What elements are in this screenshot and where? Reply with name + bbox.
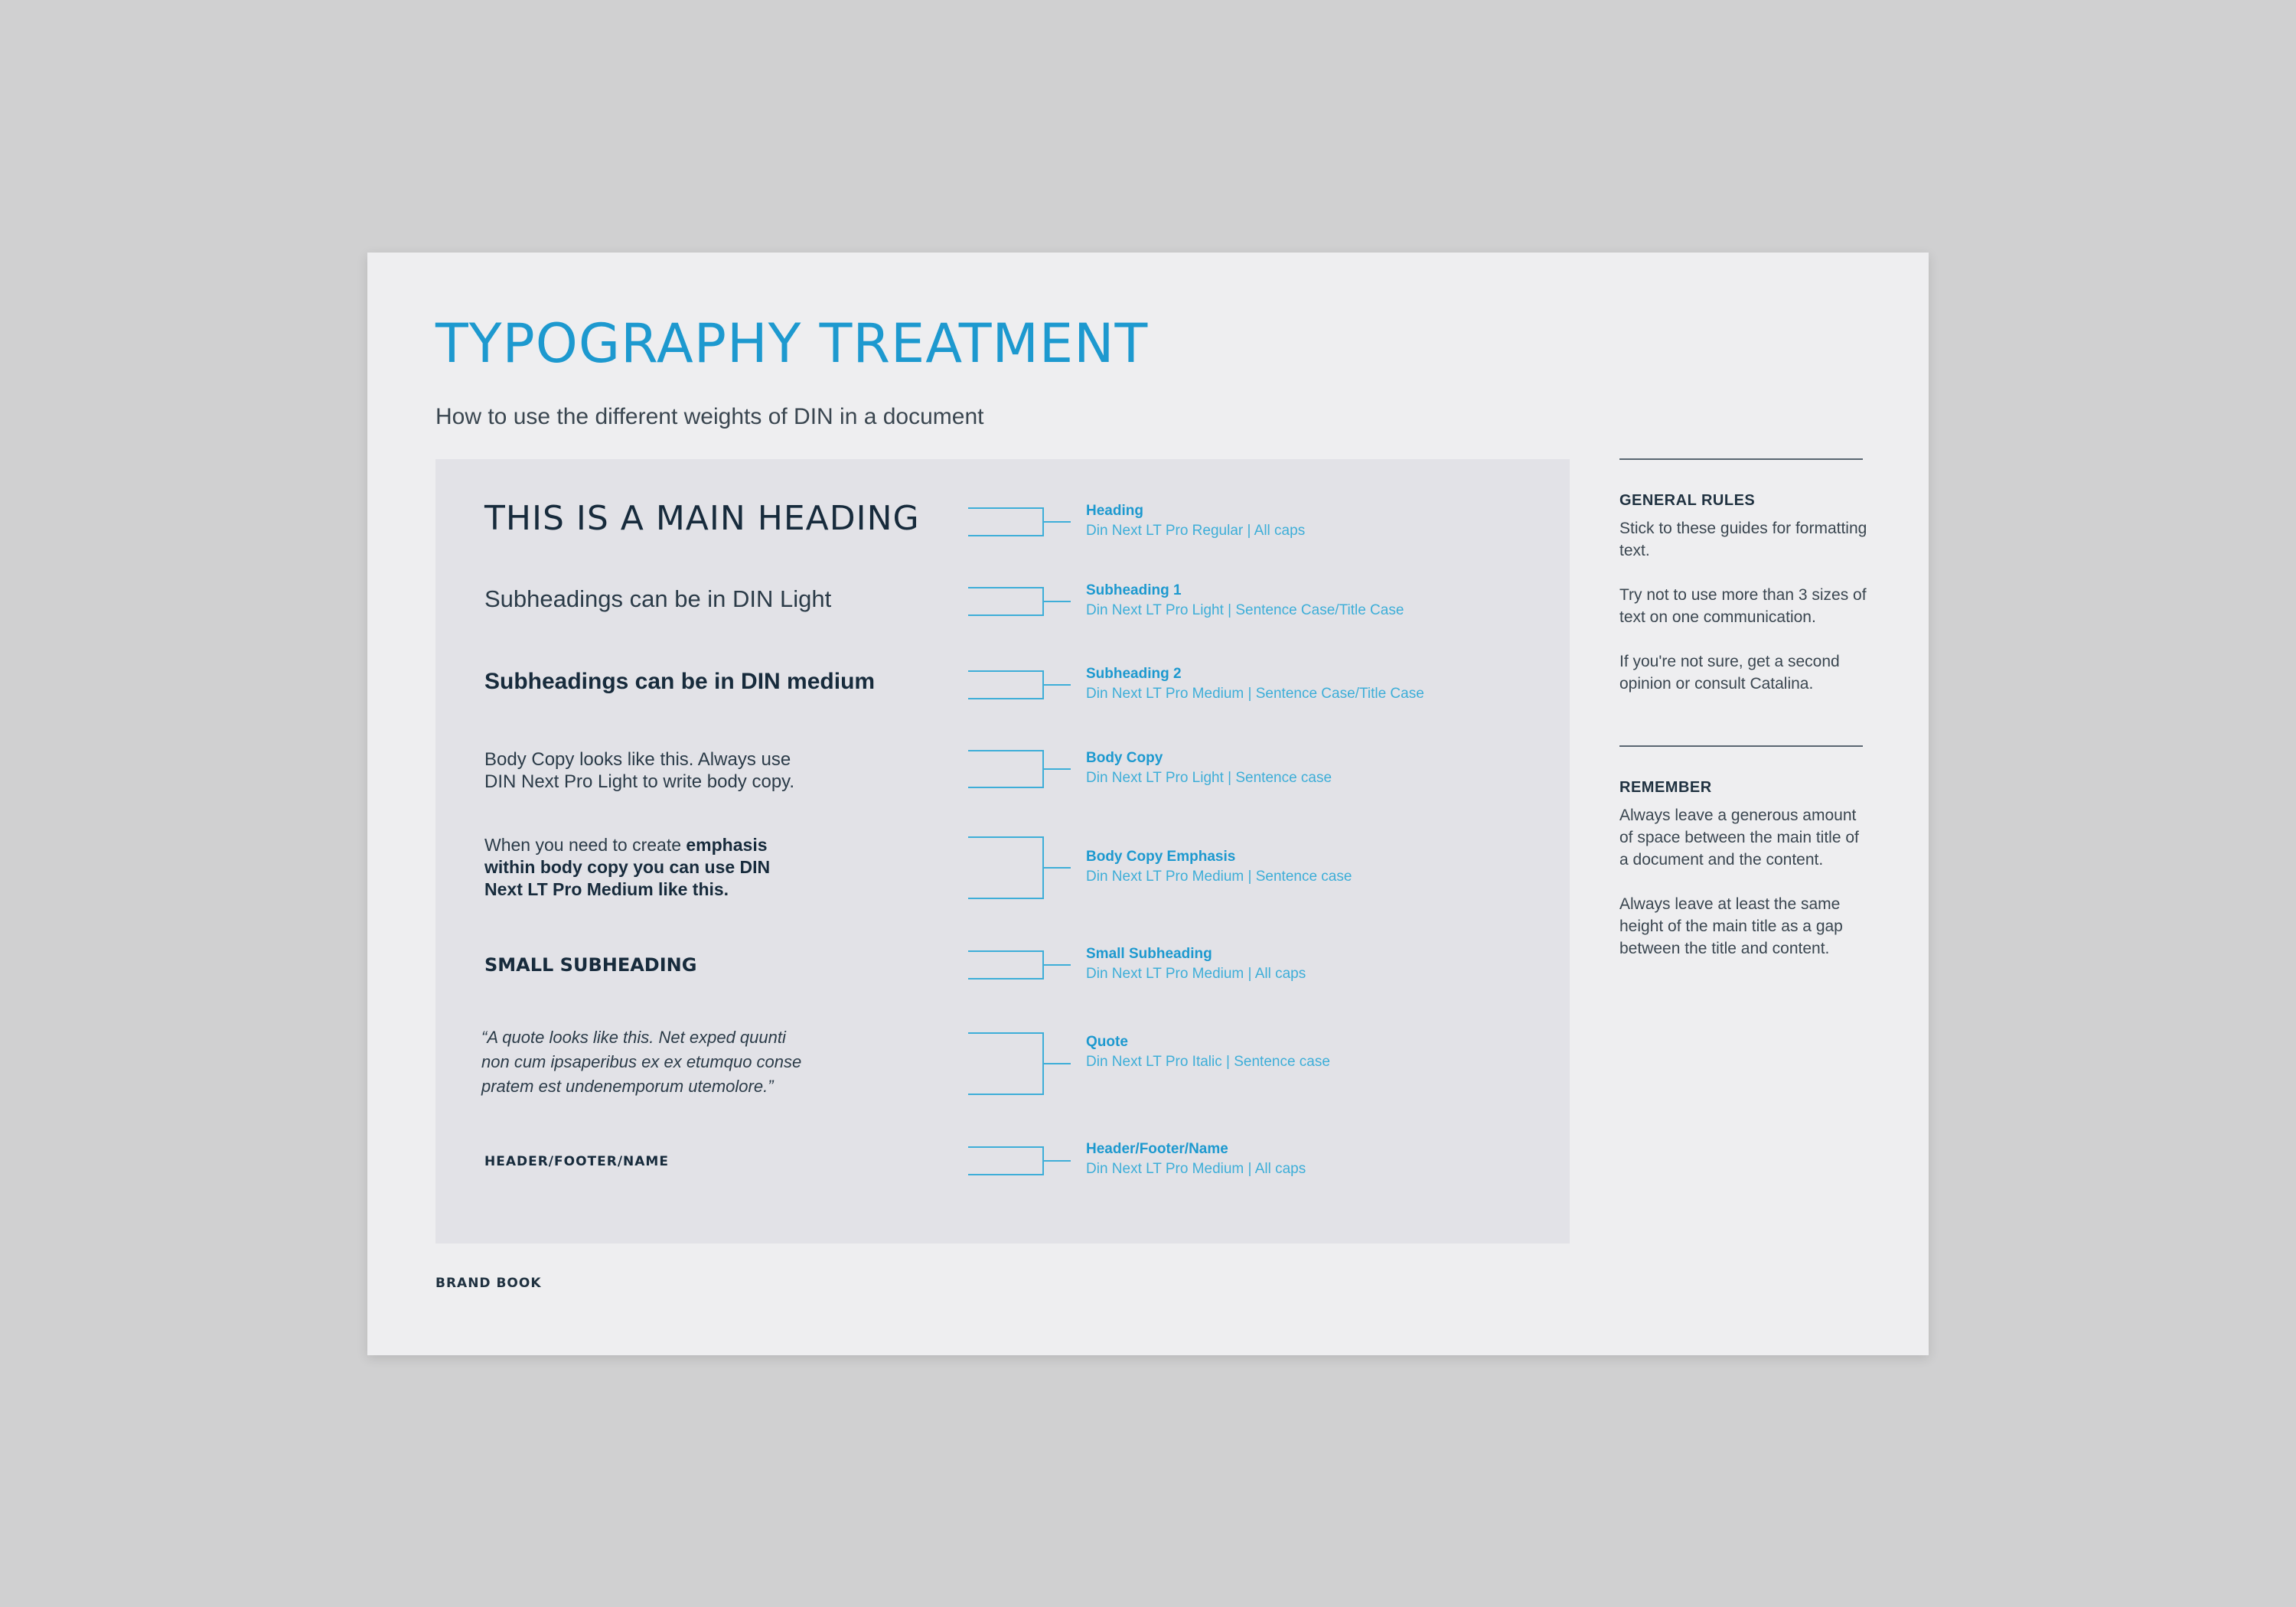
brand-book-page: [367, 253, 1929, 1355]
label-desc: Din Next LT Pro Medium | All caps: [1086, 966, 1306, 982]
general-rule-text: If you're not sure, get a second opinion or consult Catalina.: [1619, 653, 1840, 693]
emphasis-bold-text: Next LT Pro Medium like this.: [484, 879, 729, 899]
label-small-subheading: [1086, 944, 1306, 984]
emphasis-bold-text: emphasis: [686, 835, 768, 855]
label-quote: [1086, 1032, 1330, 1072]
sample-subheading-medium: Subheadings can be in DIN medium: [484, 669, 876, 694]
remember-text: Always leave a generous amount of space between the main title of a document and the content.: [1619, 807, 1859, 869]
body-copy-line: Body Copy looks like this. Always use: [484, 749, 791, 770]
bracket-heading: [968, 508, 1071, 536]
label-title: Body Copy: [1086, 750, 1163, 766]
general-rules-section: [1619, 492, 1872, 717]
general-rule-text: Try not to use more than 3 sizes of text on one communication.: [1619, 586, 1867, 626]
label-subheading-2: [1086, 664, 1424, 704]
sidebar-divider: [1619, 458, 1863, 460]
label-title: Header/Footer/Name: [1086, 1141, 1228, 1157]
label-header-footer: [1086, 1139, 1306, 1179]
page-title: TYPOGRAPHY TREATMENT: [435, 312, 1149, 375]
sidebar-divider: [1619, 745, 1863, 747]
footer-brand-book: BRAND BOOK: [435, 1276, 542, 1291]
label-desc: Din Next LT Pro Medium | All caps: [1086, 1161, 1306, 1177]
label-desc: Din Next LT Pro Light | Sentence case: [1086, 770, 1332, 786]
sample-small-subheading: SMALL SUBHEADING: [484, 954, 697, 976]
typography-samples-panel: [435, 459, 1570, 1244]
label-title: Body Copy Emphasis: [1086, 849, 1236, 865]
bracket-subheading-2: [968, 671, 1071, 699]
label-heading: [1086, 501, 1305, 541]
bracket-subheading-1: [968, 588, 1071, 615]
label-title: Heading: [1086, 503, 1143, 519]
label-title: Small Subheading: [1086, 946, 1212, 962]
page-subtitle: How to use the different weights of DIN in a document: [435, 404, 984, 429]
label-subheading-1: [1086, 581, 1404, 621]
quote-line: pratem est undenemporum utemolore.”: [481, 1077, 774, 1096]
sample-header-footer: HEADER/FOOTER/NAME: [484, 1154, 669, 1169]
label-title: Subheading 1: [1086, 582, 1182, 598]
remember-section: [1619, 779, 1872, 982]
emphasis-plain-text: When you need to create: [484, 835, 687, 855]
general-rules-heading: GENERAL RULES: [1619, 492, 1756, 509]
emphasis-bold-text: within body copy you can use DIN: [484, 857, 771, 877]
label-body-copy: [1086, 748, 1332, 788]
bracket-small-subheading: [968, 951, 1071, 979]
label-title: Quote: [1086, 1034, 1128, 1050]
connector-brackets: [435, 459, 1570, 1244]
sample-main-heading: THIS IS A MAIN HEADING: [484, 499, 920, 538]
bracket-quote: [968, 1033, 1071, 1094]
label-desc: Din Next LT Pro Light | Sentence Case/Title Case: [1086, 602, 1404, 618]
quote-line: “A quote looks like this. Net exped quunti: [481, 1028, 786, 1047]
bracket-header-footer: [968, 1147, 1071, 1175]
sample-subheading-light: Subheadings can be in DIN Light: [484, 585, 832, 612]
bracket-body-emphasis: [968, 837, 1071, 898]
label-body-emphasis: [1086, 847, 1352, 887]
body-copy-line: DIN Next Pro Light to write body copy.: [484, 771, 795, 792]
label-desc: Din Next LT Pro Regular | All caps: [1086, 523, 1306, 539]
remember-text: Always leave at least the same height of the main title as a gap between the title and content.: [1619, 895, 1843, 957]
label-title: Subheading 2: [1086, 666, 1182, 682]
general-rule-text: Stick to these guides for formatting text.: [1619, 520, 1867, 559]
label-desc: Din Next LT Pro Medium | Sentence Case/Title Case: [1086, 686, 1424, 702]
quote-line: non cum ipsaperibus ex ex etumquo conse: [481, 1052, 802, 1071]
bracket-body-copy: [968, 751, 1071, 787]
label-desc: Din Next LT Pro Italic | Sentence case: [1086, 1054, 1330, 1070]
remember-heading: REMEMBER: [1619, 779, 1712, 796]
label-desc: Din Next LT Pro Medium | Sentence case: [1086, 869, 1352, 885]
